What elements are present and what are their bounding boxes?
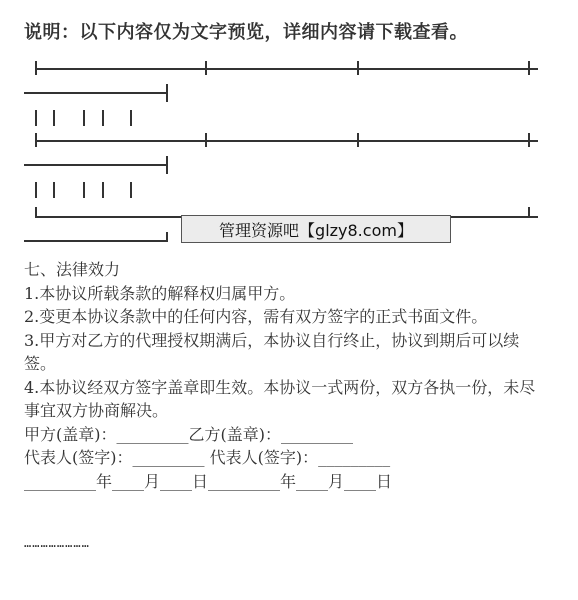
rule-tick <box>130 182 132 198</box>
rule-tick <box>53 110 55 126</box>
rule-tick <box>166 84 168 102</box>
rule-line <box>35 140 538 142</box>
rule-tick <box>102 110 104 126</box>
party-a-seal: 甲方(盖章)：_________ <box>24 424 189 444</box>
rule-tick <box>357 61 359 75</box>
clause-item: 4.本协议经双方签字盖章即生效。本协议一式两份，双方各执一份，未尽事宜双方协商解决。 <box>24 377 536 420</box>
party-b-rep: 代表人(签字)：_________ <box>209 448 391 467</box>
rule-tick <box>528 207 530 217</box>
rule-tick <box>35 182 37 198</box>
rule-tick <box>35 133 37 147</box>
rule-tick <box>166 232 168 242</box>
rule-line <box>24 92 167 94</box>
rule-tick <box>35 207 37 217</box>
trailing-dots: …………………… <box>24 536 90 550</box>
rule-line <box>24 164 167 166</box>
rule-tick <box>528 133 530 147</box>
rule-tick <box>528 61 530 75</box>
date-b: _________年____月____日 <box>208 471 393 491</box>
preview-notice: 说明：以下内容仅为文字预览，详细内容请下载查看。 <box>24 22 468 43</box>
rule-tick <box>83 182 85 198</box>
rule-line <box>35 68 538 70</box>
signature-seal-row <box>24 423 544 447</box>
rule-tick <box>35 110 37 126</box>
rule-tick <box>102 182 104 198</box>
clause-item: 3.甲方对乙方的代理授权期满后，本协议自行终止，协议到期后可以续签。 <box>24 330 520 373</box>
signature-rep-row <box>24 446 544 470</box>
party-a-rep: 代表人(签字)：_________ <box>24 448 205 467</box>
signature-date-row <box>24 470 544 494</box>
date-a: _________年____月____日 <box>24 471 209 491</box>
rule-tick <box>205 133 207 147</box>
rule-line <box>24 240 167 242</box>
party-b-seal: 乙方(盖章)：_________ <box>188 424 353 444</box>
rule-tick <box>130 110 132 126</box>
rule-tick <box>166 156 168 174</box>
rule-tick <box>35 61 37 75</box>
rule-tick <box>357 133 359 147</box>
document-body <box>24 258 544 493</box>
clause-item: 1.本协议所载条款的解释权归属甲方。 <box>24 283 296 303</box>
rule-tick <box>205 61 207 75</box>
watermark-banner: 管理资源吧【glzy8.com】 <box>181 215 451 243</box>
section-title: 七、法律效力 <box>24 260 121 279</box>
rule-tick <box>83 110 85 126</box>
rule-tick <box>53 182 55 198</box>
clause-item: 2.变更本协议条款中的任何内容，需有双方签字的正式书面文件。 <box>24 307 488 326</box>
